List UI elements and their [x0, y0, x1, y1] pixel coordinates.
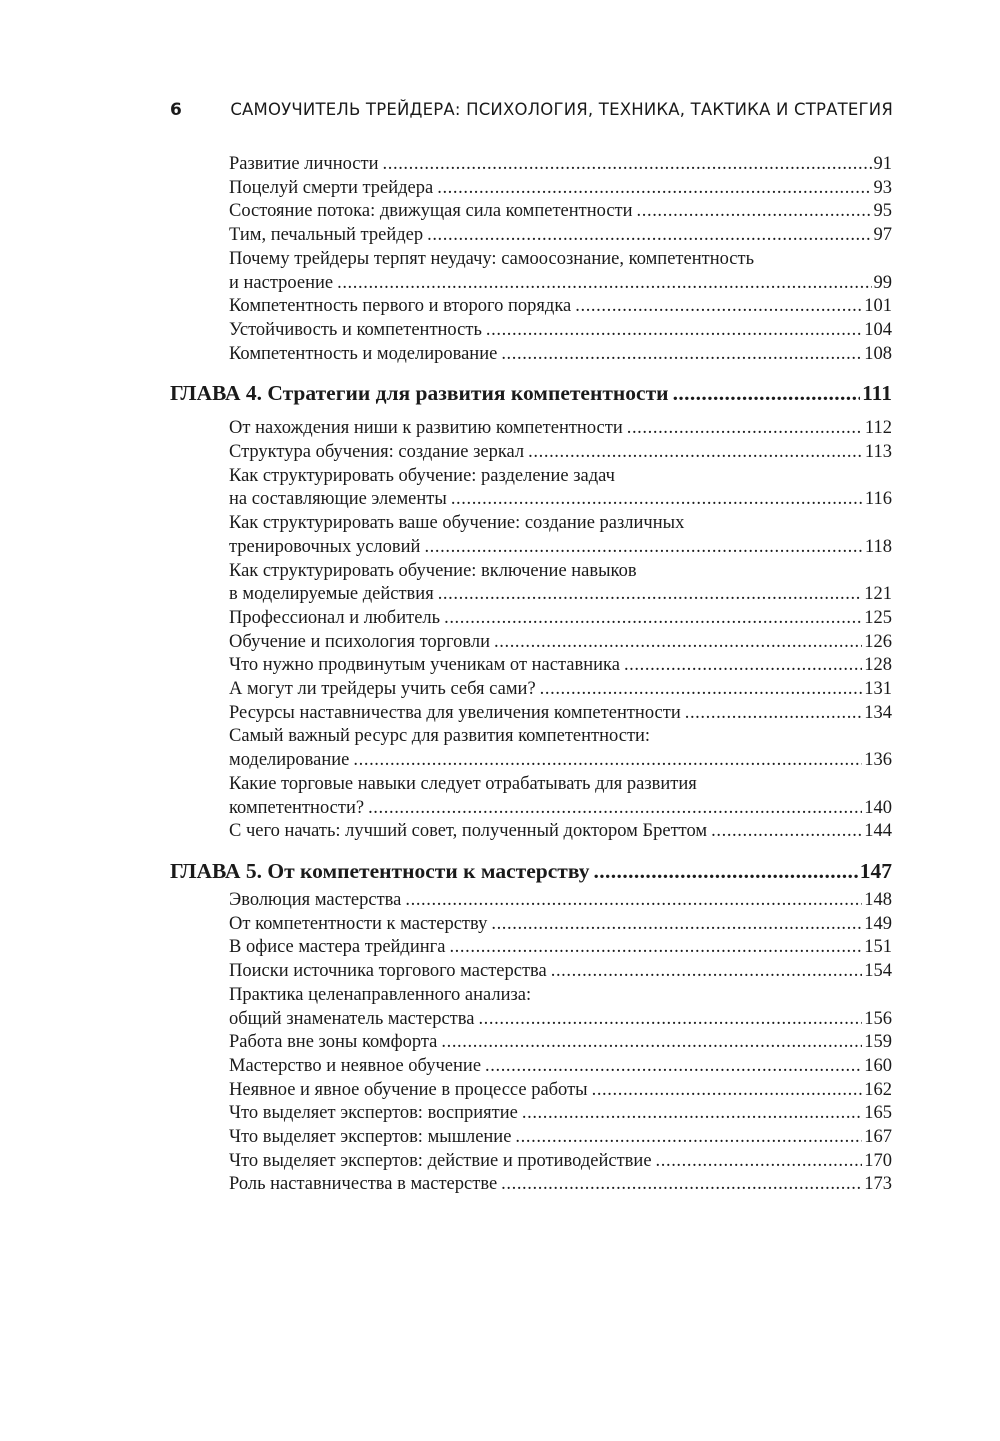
toc-entry-line	[229, 1150, 892, 1174]
toc-entry-title: Тим, печальный трейдер	[229, 225, 424, 246]
toc-entry-page: 93	[873, 177, 892, 198]
toc-entry-title: Что выделяет экспертов: действие и противодействие	[229, 1150, 652, 1171]
toc-section	[170, 417, 892, 844]
toc-entry-page: 156	[864, 1008, 892, 1029]
dot-leader	[685, 702, 863, 726]
toc-entry-line	[229, 1055, 892, 1079]
toc-entry-line	[229, 889, 892, 913]
toc-entry	[170, 1079, 892, 1103]
toc-entry-page: 91	[873, 154, 892, 174]
toc-entry	[170, 936, 892, 960]
toc-entry-title: Мастерство и неявное обучение	[229, 1055, 482, 1076]
toc-entry	[170, 889, 892, 913]
toc-entry-title: в моделируемые действия	[229, 584, 434, 605]
chapter-page: 147	[859, 858, 892, 883]
toc-entry-line	[229, 936, 892, 960]
toc-entry-line	[229, 1031, 892, 1055]
toc-entry-title-line1: Как структурировать обучение: включение навыков	[229, 560, 637, 581]
dot-leader	[437, 177, 871, 201]
toc-entry	[170, 1055, 892, 1079]
toc-entry	[170, 560, 892, 607]
toc-entry	[170, 1031, 892, 1055]
toc-entry	[170, 725, 892, 772]
dot-leader	[383, 153, 872, 177]
toc-entry	[170, 1173, 892, 1197]
toc-entry-line	[229, 441, 892, 465]
dot-leader	[478, 1008, 862, 1032]
dot-leader	[438, 583, 863, 607]
toc-entry-line	[229, 820, 892, 844]
toc-entry-title: От нахождения ниши к развитию компетентности	[229, 418, 623, 439]
toc-entry-page: 108	[864, 343, 892, 364]
dot-leader	[501, 1173, 862, 1197]
toc-entry-page: 116	[864, 489, 892, 510]
toc-entry-page: 128	[864, 655, 892, 676]
toc-entry	[170, 153, 892, 177]
toc-entry-title-line1: Почему трейдеры терпят неудачу: самоосознание, компетентность	[229, 248, 755, 269]
toc-entry-page: 144	[864, 821, 892, 842]
toc-entry-title: моделирование	[229, 750, 350, 771]
dot-leader	[673, 380, 861, 406]
page-header	[170, 100, 893, 130]
toc-entry-title: В офисе мастера трейдинга	[229, 937, 446, 958]
toc-entry	[170, 913, 892, 937]
toc-entry	[170, 224, 892, 248]
toc-entry-page: 112	[864, 418, 892, 439]
toc-entry-line	[229, 913, 892, 937]
toc-entry-page: 170	[864, 1150, 892, 1171]
toc-entry	[170, 465, 892, 512]
dot-leader	[449, 936, 862, 960]
dot-leader	[593, 858, 857, 884]
page-number: 6	[170, 100, 183, 120]
toc-entry-title: общий знаменатель мастерства	[229, 1008, 475, 1029]
toc-entry-title: Развитие личности	[229, 154, 379, 174]
table-of-contents	[170, 153, 892, 1197]
toc-entry-title: и настроение	[229, 272, 334, 293]
dot-leader	[427, 224, 871, 248]
toc-entry	[170, 1102, 892, 1126]
toc-entry-line	[229, 417, 892, 441]
toc-entry	[170, 631, 892, 655]
toc-entry-line	[229, 607, 892, 631]
dot-leader	[451, 488, 863, 512]
toc-entry-title: Что выделяет экспертов: восприятие	[229, 1103, 518, 1124]
toc-entry-line	[229, 153, 892, 177]
toc-entry	[170, 248, 892, 295]
toc-entry-line	[229, 702, 892, 726]
chapter-page: 111	[862, 381, 892, 406]
toc-entry-title-line1: Как структурировать обучение: разделение задач	[229, 465, 615, 486]
toc-entry-line	[229, 960, 892, 984]
toc-entry-line	[229, 272, 892, 296]
toc-entry-page: 151	[864, 937, 892, 958]
dot-leader	[656, 1150, 863, 1174]
toc-entry-line	[229, 343, 892, 367]
toc-entry-page: 140	[864, 797, 892, 818]
toc-entry	[170, 343, 892, 367]
chapter-heading	[170, 858, 892, 884]
toc-entry-page: 125	[864, 607, 892, 628]
toc-entry-title-line1: Какие торговые навыки следует отрабатывать для развития	[229, 773, 697, 794]
toc-entry	[170, 177, 892, 201]
toc-entry-title: Профессионал и любитель	[229, 607, 441, 628]
toc-entry	[170, 200, 892, 224]
toc-entry-line	[229, 224, 892, 248]
toc-entry-title: Что нужно продвинутым ученикам от наставника	[229, 655, 620, 676]
toc-entry-title: Ресурсы наставничества для увеличения компетентности	[229, 702, 681, 723]
dot-leader	[575, 295, 862, 319]
toc-entry-line	[229, 654, 892, 678]
dot-leader	[522, 1102, 862, 1126]
dot-leader	[441, 1031, 862, 1055]
toc-entry-page: 154	[864, 961, 892, 982]
toc-entry-line	[229, 1102, 892, 1126]
toc-entry	[170, 678, 892, 702]
toc-entry-title: Работа вне зоны комфорта	[229, 1032, 438, 1053]
toc-entry-page: 118	[864, 536, 892, 557]
toc-entry-page: 101	[864, 296, 892, 317]
toc-entry-page: 148	[864, 889, 892, 910]
dot-leader	[540, 678, 863, 702]
toc-entry-line	[229, 583, 892, 607]
toc-entry-line	[229, 1079, 892, 1103]
toc-entry-page: 113	[864, 442, 892, 463]
toc-entry	[170, 654, 892, 678]
toc-entry-line	[229, 797, 892, 821]
toc-entry-title: компетентности?	[229, 797, 365, 818]
toc-entry-title: Структура обучения: создание зеркал	[229, 442, 525, 463]
toc-section	[170, 153, 892, 366]
toc-entry-line	[229, 749, 892, 773]
toc-entry-title: Состояние потока: движущая сила компетентности	[229, 201, 633, 222]
toc-entry-page: 173	[864, 1174, 892, 1195]
toc-entry-page: 160	[864, 1055, 892, 1076]
chapter-heading	[170, 380, 892, 406]
dot-leader	[337, 272, 871, 296]
toc-entry-line	[229, 631, 892, 655]
toc-entry-page: 121	[864, 584, 892, 605]
dot-leader	[368, 797, 862, 821]
toc-entry-title: С чего начать: лучший совет, полученный доктором Бреттом	[229, 821, 708, 842]
toc-entry-title: Роль наставничества в мастерстве	[229, 1174, 498, 1195]
toc-entry-line	[229, 200, 892, 224]
toc-entry-page: 97	[873, 225, 892, 246]
toc-entry-page: 131	[864, 679, 892, 700]
toc-entry-page: 136	[864, 750, 892, 771]
toc-entry-title: Компетентность и моделирование	[229, 343, 498, 364]
toc-entry-page: 95	[873, 201, 892, 222]
dot-leader	[486, 319, 862, 343]
toc-entry	[170, 512, 892, 559]
dot-leader	[405, 889, 862, 913]
toc-entry-title-line1: Практика целенаправленного анализа:	[229, 984, 532, 1005]
toc-entry-page: 134	[864, 702, 892, 723]
toc-entry-title: Поиски источника торгового мастерства	[229, 961, 547, 982]
toc-entry-title-line1: Самый важный ресурс для развития компетентности:	[229, 726, 651, 747]
dot-leader	[491, 913, 862, 937]
toc-entry-title: А могут ли трейдеры учить себя сами?	[229, 679, 536, 700]
toc-entry-page: 167	[864, 1127, 892, 1148]
toc-section	[170, 889, 892, 1197]
dot-leader	[485, 1055, 862, 1079]
toc-entry-page: 126	[864, 631, 892, 652]
toc-entry-title: Что выделяет экспертов: мышление	[229, 1127, 512, 1148]
dot-leader	[528, 441, 863, 465]
dot-leader	[592, 1079, 863, 1103]
toc-entry-title: Компетентность первого и второго порядка	[229, 296, 572, 317]
toc-entry-title: Поцелуй смерти трейдера	[229, 177, 434, 198]
dot-leader	[624, 654, 862, 678]
toc-entry-line	[229, 1173, 892, 1197]
toc-entry-page: 104	[864, 319, 892, 340]
toc-entry	[170, 702, 892, 726]
toc-entry	[170, 820, 892, 844]
toc-entry	[170, 417, 892, 441]
toc-entry	[170, 441, 892, 465]
dot-leader	[711, 820, 862, 844]
toc-entry-title: Неявное и явное обучение в процессе работы	[229, 1079, 588, 1100]
dot-leader	[501, 343, 862, 367]
running-title: САМОУЧИТЕЛЬ ТРЕЙДЕРА: ПСИХОЛОГИЯ, ТЕХНИКА, ТАКТИКА И СТРАТЕГИЯ	[230, 100, 893, 119]
toc-entry	[170, 984, 892, 1031]
toc-entry-page: 162	[864, 1079, 892, 1100]
toc-entry-title: От компетентности к мастерству	[229, 913, 488, 934]
toc-entry-page: 99	[873, 272, 892, 293]
dot-leader	[424, 536, 862, 560]
dot-leader	[627, 417, 863, 441]
dot-leader	[515, 1126, 862, 1150]
toc-entry-line	[229, 1008, 892, 1032]
toc-entry-line	[229, 678, 892, 702]
toc-entry-title: тренировочных условий	[229, 536, 421, 557]
toc-entry-title: Устойчивость и компетентность	[229, 319, 482, 340]
toc-entry	[170, 960, 892, 984]
toc-entry-line	[229, 177, 892, 201]
toc-entry	[170, 319, 892, 343]
chapter-title: ГЛАВА 5. От компетентности к мастерству	[170, 858, 590, 883]
dot-leader	[494, 631, 862, 655]
dot-leader	[353, 749, 862, 773]
toc-entry-title: Эволюция мастерства	[229, 889, 402, 910]
toc-entry	[170, 1150, 892, 1174]
toc-entry-page: 165	[864, 1103, 892, 1124]
toc-entry	[170, 607, 892, 631]
toc-entry-line	[229, 295, 892, 319]
toc-entry-line	[229, 319, 892, 343]
toc-entry	[170, 1126, 892, 1150]
chapter-title: ГЛАВА 4. Стратегии для развития компетентности	[170, 381, 669, 406]
toc-entry-page: 149	[864, 913, 892, 934]
toc-entry-title: на составляющие элементы	[229, 489, 447, 510]
toc-entry	[170, 773, 892, 820]
dot-leader	[637, 200, 872, 224]
toc-entry-line	[229, 488, 892, 512]
toc-entry-page: 159	[864, 1032, 892, 1053]
toc-entry-title: Обучение и психология торговли	[229, 631, 491, 652]
toc-entry-title-line1: Как структурировать ваше обучение: создание различных	[229, 513, 685, 534]
dot-leader	[551, 960, 863, 984]
toc-entry-line	[229, 536, 892, 560]
toc-entry-line	[229, 1126, 892, 1150]
toc-entry	[170, 295, 892, 319]
dot-leader	[444, 607, 862, 631]
